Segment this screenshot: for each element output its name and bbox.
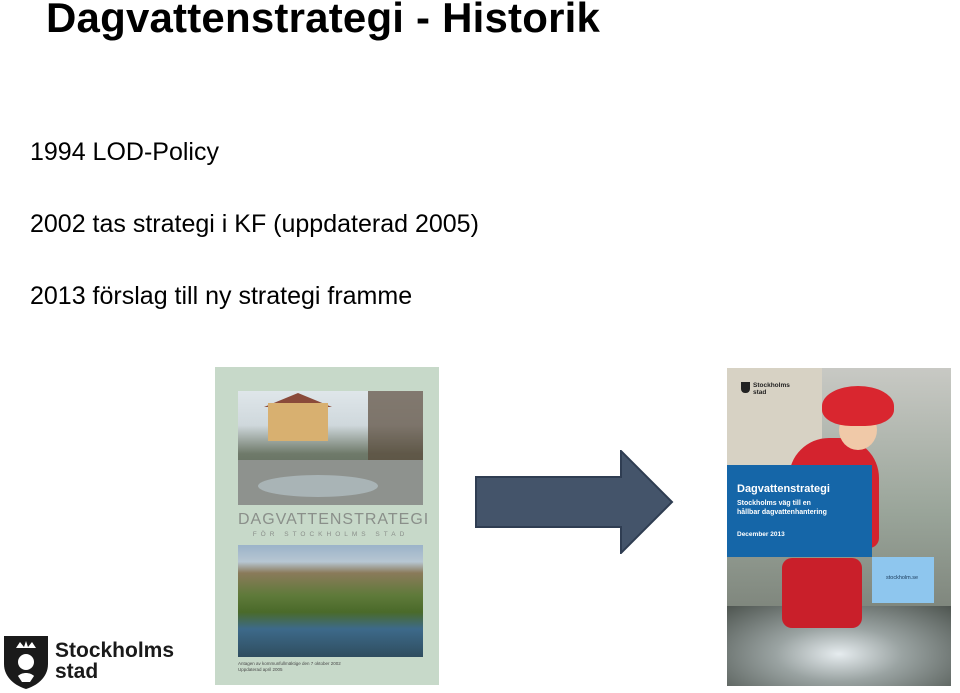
new-cover-site: stockholm.se [886,575,919,581]
bullet-1994: 1994 LOD-Policy [30,138,219,166]
old-strategy-cover [215,367,439,685]
right-arrow-icon [475,450,675,554]
new-cover-logo-line1: Stockholms [753,382,790,389]
new-cover-subtitle-line1: Stockholms väg till en [737,500,811,507]
old-cover-subtitle: FÖR STOCKHOLMS STAD [252,531,409,538]
new-cover-logo-line2: stad [753,389,767,396]
new-cover-subtitle-line2: hållbar dagvattenhantering [737,509,827,516]
slide-title: Dagvattenstrategi - Historik [46,0,601,41]
old-cover-title: DAGVATTENSTRATEGI [238,511,430,528]
new-cover-site-tag [872,557,934,603]
new-cover-subtitle [737,499,827,517]
old-cover-footer [238,661,341,673]
flooded-street-photo [238,391,423,505]
new-strategy-cover [727,368,951,686]
new-cover-logo [741,382,790,396]
bullet-2002: 2002 tas strategi i KF (uppdaterad 2005) [30,210,479,238]
new-cover-date: December 2013 [737,531,785,538]
brand-line2: stad [55,660,99,683]
old-cover-footer-line2: Uppdaterad april 2005 [238,667,283,672]
new-cover-title-panel [727,465,872,557]
brand-wordmark [55,640,174,682]
bullet-2013: 2013 förslag till ny strategi framme [30,282,413,310]
lake-city-photo [238,545,423,657]
old-cover-footer-line1: Antagen av kommunfullmäktige den 7 oktober 2002 [238,661,341,666]
crest-icon [2,634,50,690]
brand-line1: Stockholms [55,639,175,662]
new-cover-title: Dagvattenstrategi [737,483,830,495]
crest-icon [741,382,750,393]
